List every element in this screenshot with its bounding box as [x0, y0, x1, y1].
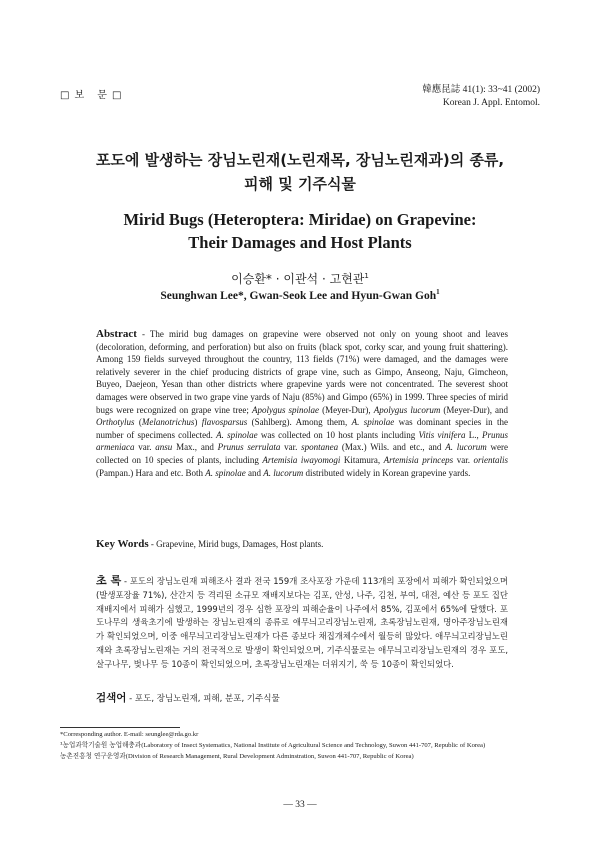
- english-abstract: [96, 328, 508, 479]
- korean-title-line1: 포도에 발생하는 장님노린재(노린재목, 장님노린재과)의 종류,: [95, 151, 505, 169]
- abstract-text: were collected on 10 species of plants, including: [96, 442, 508, 465]
- abstract-text: was dominant species in the number of specimens collected.: [96, 417, 509, 440]
- affiliation-2-korean: 농촌진흥청 연구운영과: [60, 752, 126, 760]
- abstract-text: (Meyer-Dur), and: [440, 404, 509, 415]
- english-keywords: [96, 538, 508, 551]
- keywords-label: Key Words: [96, 538, 149, 550]
- korean-abstract: [96, 574, 508, 672]
- species-name: Vitis vinifera: [418, 429, 466, 440]
- abstract-text: var.: [280, 442, 302, 453]
- species-name: A. spinolae: [351, 417, 395, 428]
- korean-abstract-label: 초 록: [96, 574, 122, 587]
- affiliation-1-korean: ¹농업과학기술원 농업해충과: [60, 741, 142, 749]
- footnotes: [60, 730, 540, 762]
- abstract-text: Kitamura,: [340, 454, 384, 465]
- abstract-text: and: [245, 467, 264, 478]
- english-author-names: Seunghwan Lee*, Gwan-Seok Lee and Hyun-Gwan Goh: [160, 290, 437, 302]
- species-name: Apolygus spinolae: [251, 404, 320, 415]
- species-name: A. lucorum: [263, 467, 304, 478]
- english-author-affiliation-mark: 1: [436, 288, 440, 297]
- species-name: Apolygus lucorum: [373, 404, 441, 415]
- abstract-text: (Pampan.) Hara and etc. Both: [96, 467, 206, 478]
- abstract-text: (Max.) Wils. and etc., and: [338, 442, 446, 453]
- journal-info: [422, 84, 540, 110]
- korean-title: [0, 148, 600, 196]
- species-name: Artemisia princeps: [383, 454, 454, 465]
- abstract-text: ): [194, 417, 202, 428]
- species-name: flavosparsus: [201, 417, 248, 428]
- species-name: Melanotrichus: [141, 417, 195, 428]
- abstract-label: Abstract: [96, 328, 137, 340]
- abstract-text: (Meyer-Dur),: [319, 404, 374, 415]
- species-name: Prunus armeniaca: [96, 429, 508, 453]
- page-number: — 33 —: [283, 800, 317, 810]
- english-authors: [0, 290, 600, 302]
- species-name: A. lucorum: [445, 442, 487, 453]
- english-title-line1: Mirid Bugs (Heteroptera: Miridae) on Grapevine:: [123, 210, 477, 229]
- korean-keywords-text: - 포도, 장님노린재, 피해, 분포, 기주식물: [126, 694, 280, 704]
- abstract-text: var.: [134, 442, 156, 453]
- species-name: Orthotylus: [96, 417, 135, 428]
- affiliation-2-english: (Division of Research Management, Rural Development Adminstration, Suwon 441-707, Republic of Korea): [125, 753, 414, 760]
- footnote-divider: [60, 727, 180, 728]
- abstract-text: - The mirid bug damages on grapevine were observed not only on young shoot and leaves (decoloration, deforming, and perforation) but also on fruits (black spot, corky scar, and young fruit shattering). Among 159 fields surveyed throughout the country, 113 fields (71%) were damaged, and the damages were relatively severer in the chief producing districts of grape vine, such as Gimpo, Anseong, Naju, Gimcheon, Buyeo, Daejeon, Yesan than other districts where grapevine yards were not concentrated. The severest shoot damages were observed in two grape vine yards of Naju (85%) and Gimpo (65%) in 1999. Three species of mirid bugs were recognized on grape vine tree;: [96, 329, 508, 415]
- keywords-text: - Grapevine, Mirid bugs, Damages, Host plants.: [148, 539, 324, 549]
- abstract-text: (: [134, 417, 142, 428]
- section-label: □보 문□: [60, 90, 127, 101]
- korean-keywords-label: 검색어: [96, 692, 127, 704]
- korean-author-names: 이승환* · 이관석 · 고현관: [231, 272, 365, 286]
- korean-authors: [0, 270, 600, 287]
- abstract-text: var.: [453, 454, 474, 465]
- korean-author-affiliation-mark: 1: [364, 272, 369, 280]
- species-name: orientalis: [473, 454, 508, 465]
- species-name: ansu: [155, 442, 173, 453]
- abstract-text: (Sahlberg). Among them,: [247, 417, 352, 428]
- species-name: A. spinolae: [216, 429, 258, 440]
- korean-title-line2: 피해 및 기주식물: [244, 175, 356, 193]
- journal-name: Korean J. Appl. Entomol.: [442, 98, 540, 108]
- affiliation-note-1: [60, 740, 540, 751]
- species-name: A. spinolae: [205, 467, 246, 478]
- journal-citation: 韓應昆誌 41(1): 33~41 (2002): [422, 85, 540, 95]
- species-name: spontanea: [301, 442, 339, 453]
- species-name: Prunus serrulata: [217, 442, 281, 453]
- corresponding-author-note: *Corresponding author. E-mail: seunglee@rda.go.kr: [60, 731, 199, 738]
- affiliation-note-2: [60, 751, 540, 762]
- english-title: [0, 208, 600, 254]
- korean-abstract-text: - 포도의 장님노린재 피해조사 결과 전국 159개 조사포장 가운데 113개의 포장에서 피해가 확인되었으며(발생포장율 71%), 산간지 등 격리된 소규모 재배지보다는 김포, 안성, 나주, 김천, 부여, 대전, 예산 등 포도 집단재배지에서 피해가 심했고, 1999년의 경우 심한 포장의 피해순율이 나주에서 85%, 김포에서 65%에 달했다. 포도나무의 생육초기에 발생하는 장님노린재의 종류로 애무늬고리장님노린재, 초록장님노린재, 명아주장님노린재가 확인되었으며, 이중 애무늬고리장님노린재가 다른 종보다 채집개체수에서 월등히 많았다. 애무늬고리장님노린재와 초록장님노린재는 거의 전국적으로 발생이 확인되었으며, 기주식물로는 애무늬고리장님노린재의 경우 포도, 살구나무, 벚나무 등 10종이 확인되었으며, 초록장님노린재는 더위지기, 쑥 등 10종이 확인되었다.: [96, 576, 508, 669]
- english-title-line2: Their Damages and Host Plants: [188, 233, 412, 252]
- affiliation-1-english: (Laboratory of Insect Systematics, National Institute of Agricultural Science and Technology, Suwon 441-707, Republic of Korea): [141, 742, 486, 749]
- abstract-text: L.,: [465, 429, 482, 440]
- abstract-text: distributed widely in Korean grapevine yards.: [303, 467, 471, 478]
- species-name: Artemisia iwayomogi: [262, 454, 341, 465]
- abstract-text: was collected on 10 host plants including: [257, 429, 419, 440]
- korean-keywords: [96, 690, 508, 705]
- abstract-text: Max., and: [172, 442, 218, 453]
